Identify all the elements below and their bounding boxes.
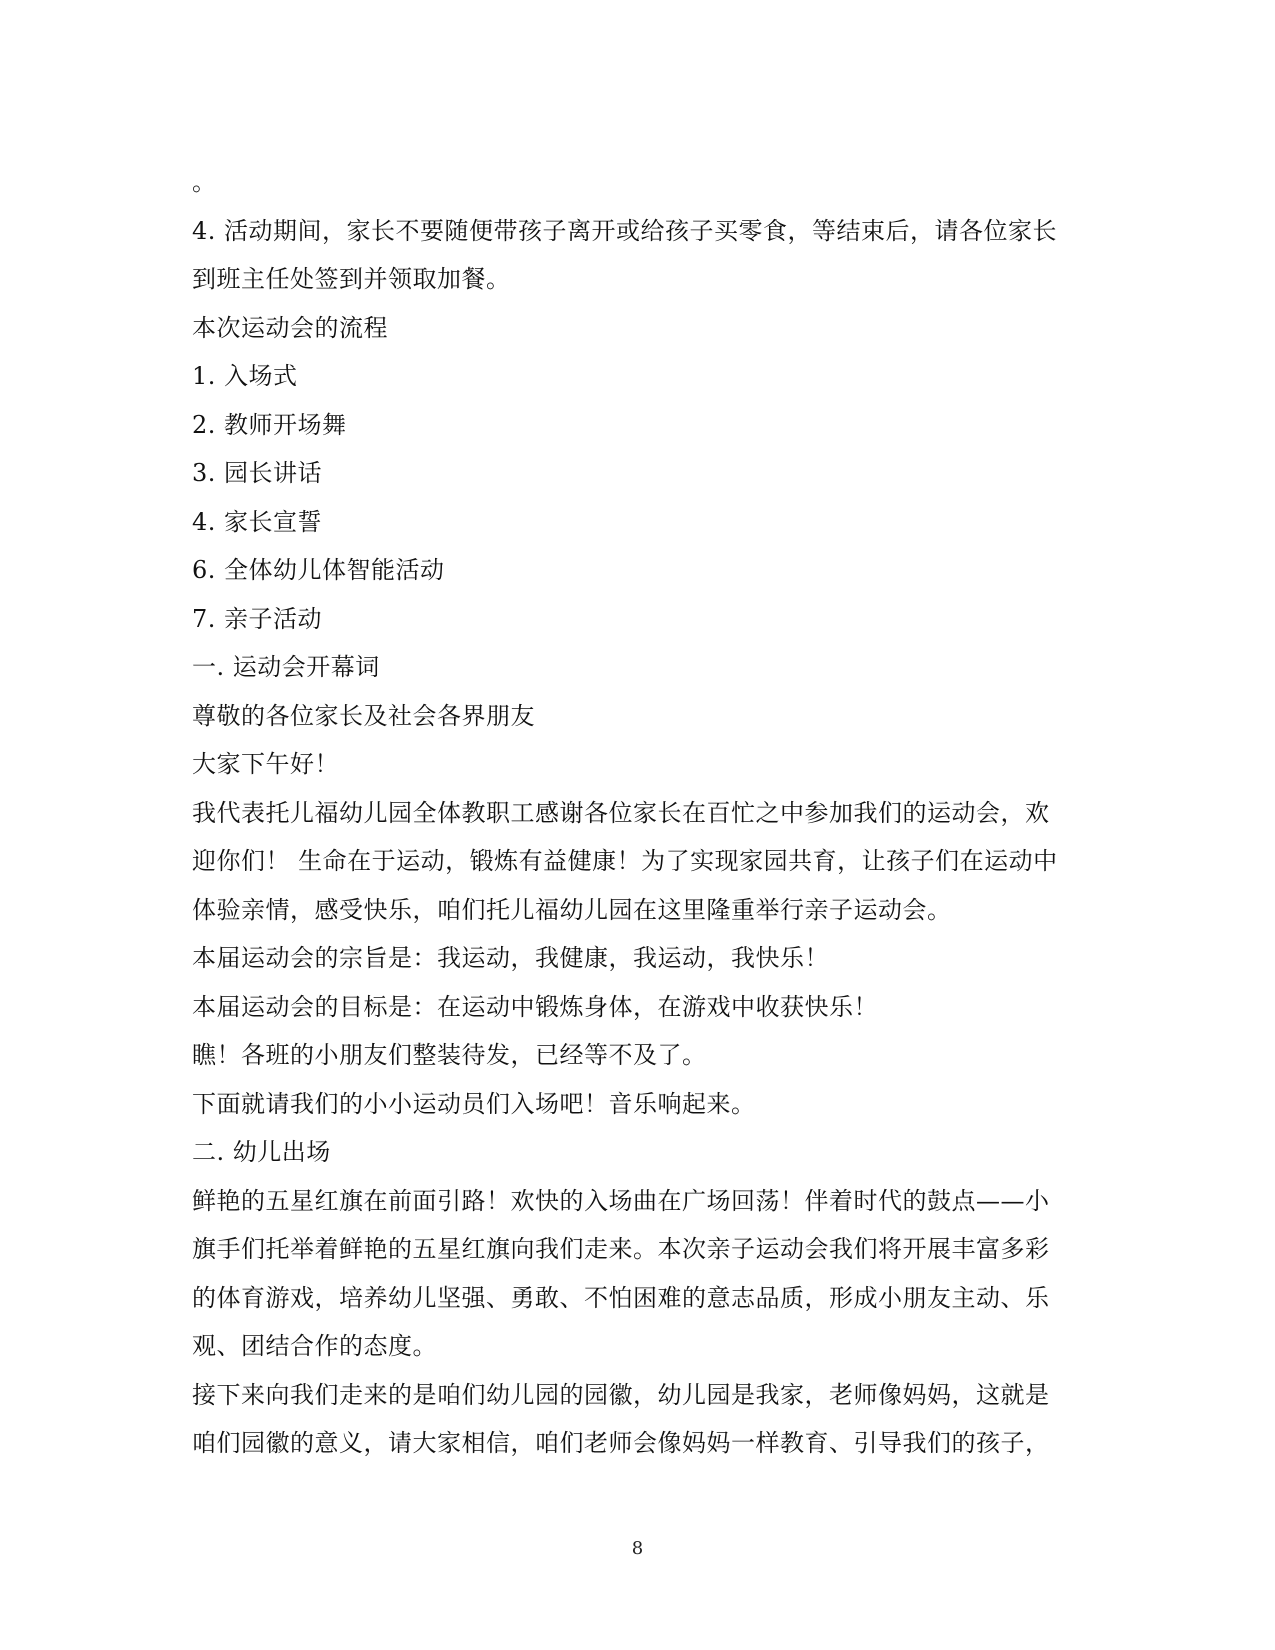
section-heading: 二. 幼儿出场 xyxy=(192,1138,331,1166)
text-line: 本届运动会的宗旨是：我运动，我健康，我运动，我快乐！ xyxy=(192,944,829,972)
list-item: 4. 家长宣誓 xyxy=(192,507,323,536)
document-body xyxy=(192,158,1092,1468)
text-line: 大家下午好！ xyxy=(192,750,339,778)
section-heading: 本次运动会的流程 xyxy=(192,313,388,342)
text-line: 体验亲情，感受快乐，咱们托儿福幼儿园在这里隆重举行亲子运动会。 xyxy=(192,895,952,924)
text-line: 接下来向我们走来的是咱们幼儿园的园徽，幼儿园是我家，老师像妈妈，这就是 xyxy=(192,1380,1050,1409)
list-item: 1. 入场式 xyxy=(192,362,298,390)
list-item: 3. 园长讲话 xyxy=(192,459,323,487)
section-heading: 一. 运动会开幕词 xyxy=(192,653,380,681)
text-line: 尊敬的各位家长及社会各界朋友 xyxy=(192,701,535,730)
text-line: 下面就请我们的小小运动员们入场吧！音乐响起来。 xyxy=(192,1089,756,1118)
text-line: 4. 活动期间，家长不要随便带孩子离开或给孩子买零食，等结束后，请各位家长 xyxy=(192,216,1058,245)
page-number: 8 xyxy=(631,1538,644,1559)
list-item: 6. 全体幼儿体智能活动 xyxy=(192,556,445,584)
text-line: 瞧！各班的小朋友们整装待发，已经等不及了。 xyxy=(192,1041,707,1069)
list-item: 2. 教师开场舞 xyxy=(192,410,347,439)
text-line: 的体育游戏，培养幼儿坚强、勇敢、不怕困难的意志品质，形成小朋友主动、乐 xyxy=(192,1283,1050,1312)
text-line: 咱们园徽的意义，请大家相信，咱们老师会像妈妈一样教育、引导我们的孩子， xyxy=(192,1429,1050,1457)
list-item: 7. 亲子活动 xyxy=(192,604,323,633)
text-line: 本届运动会的目标是：在运动中锻炼身体，在游戏中收获快乐！ xyxy=(192,992,878,1021)
text-line: 观、团结合作的态度。 xyxy=(192,1332,437,1360)
text-line: 到班主任处签到并领取加餐。 xyxy=(192,265,511,293)
text-line: 。 xyxy=(192,168,217,196)
text-line: 旗手们托举着鲜艳的五星红旗向我们走来。本次亲子运动会我们将开展丰富多彩 xyxy=(192,1235,1050,1263)
text-line: 鲜艳的五星红旗在前面引路！欢快的入场曲在广场回荡！伴着时代的鼓点——小 xyxy=(192,1186,1050,1215)
text-line: 我代表托儿福幼儿园全体教职工感谢各位家长在百忙之中参加我们的运动会，欢 xyxy=(192,798,1050,827)
text-line: 迎你们！ 生命在于运动，锻炼有益健康！为了实现家园共育，让孩子们在运动中 xyxy=(192,847,1058,875)
